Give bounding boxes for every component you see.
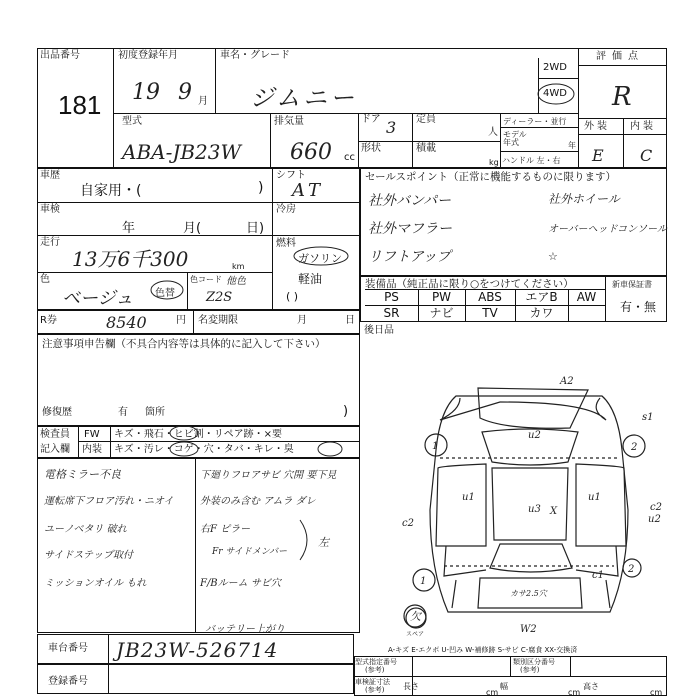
equip-sr: SR xyxy=(383,306,400,320)
int-value: C xyxy=(640,146,653,165)
circle-inspector-marks xyxy=(150,426,360,458)
wheel-num-1b: 1 xyxy=(420,576,427,587)
door-label: ドア xyxy=(361,114,381,125)
color-value: ベージュ xyxy=(62,288,134,309)
inspection-day-label: 日) xyxy=(246,221,265,236)
length-unit: cm xyxy=(486,688,499,697)
dealer-label: ディーラー・並行 xyxy=(503,117,567,126)
chassis-value: JB23W-526714 xyxy=(116,638,279,662)
aircon-label: 冷房 xyxy=(276,204,296,215)
divider xyxy=(215,48,216,113)
dims-label: 車検証寸法 xyxy=(355,678,390,686)
divider xyxy=(108,634,109,664)
divider xyxy=(500,151,578,152)
divider xyxy=(538,78,578,79)
deadline-label: 名変期限 xyxy=(198,315,238,326)
note-right-1: 下廻りフロアサビ 穴開 要下見 xyxy=(200,470,337,481)
mark-c2-left: c2 xyxy=(402,518,414,529)
model-label: 型式 xyxy=(122,116,142,127)
int-items-label: 内装 xyxy=(82,444,102,455)
displacement-label: 排気量 xyxy=(274,116,304,127)
fw-items: キズ・飛石・ヒビ割・リペア跡・×要 xyxy=(114,429,282,440)
color-label: 色 xyxy=(40,274,50,285)
mark-front-note: カサ2.5穴 xyxy=(510,589,547,598)
chassis-label: 車台番号 xyxy=(48,643,88,654)
recycle-label: R券 xyxy=(40,315,57,326)
note-left-5: ミッションオイル もれ xyxy=(44,578,147,589)
equipment-title: 装備品（純正品に限り○をつけてください） xyxy=(365,278,574,290)
handle-label: ハンドル 左・右 xyxy=(502,156,561,165)
shape-label: 形状 xyxy=(361,143,381,154)
divider xyxy=(110,426,111,458)
mark-a2-top: A2 xyxy=(560,376,574,387)
note-left-3: ユーノベタリ 破れ xyxy=(44,524,127,535)
repair-location: 箇所 xyxy=(145,407,165,418)
fw-label: FW xyxy=(84,429,100,440)
first-reg-label: 初度登録年月 xyxy=(118,50,178,61)
inspector-label: 検査員 xyxy=(40,429,70,440)
equip-abs: ABS xyxy=(478,290,502,304)
history-value: 自家用・( xyxy=(80,183,142,199)
sales-point-6-star: ☆ xyxy=(548,250,558,263)
divider xyxy=(605,276,606,322)
fuel-gasoline: ガソリン xyxy=(298,252,342,265)
width-unit: cm xyxy=(568,688,581,697)
circle-color-change xyxy=(150,280,184,300)
lot-number: 181 xyxy=(58,90,102,120)
first-reg-year: 19 xyxy=(132,80,160,105)
note-left-1: 電格ミラー不良 xyxy=(44,468,121,481)
model-year-unit: 年 xyxy=(568,141,576,150)
divider xyxy=(113,48,114,168)
color-code-note: 他色 xyxy=(226,276,246,287)
divider xyxy=(578,65,667,66)
sales-point-1: 社外バンパー xyxy=(368,193,452,209)
inspection-month-label: 月( xyxy=(183,221,202,236)
divider xyxy=(358,141,500,142)
divider xyxy=(193,310,194,334)
equip-tv: TV xyxy=(482,306,498,320)
note-right-6: バッテリー上がり xyxy=(205,624,285,635)
mark-s1: s1 xyxy=(642,412,654,423)
divider xyxy=(272,168,273,310)
divider xyxy=(113,113,578,114)
class-label: 類別区分番号 xyxy=(513,658,555,666)
mileage-label: 走行 xyxy=(40,237,60,248)
divider xyxy=(37,202,360,203)
equip-airbag: エアB xyxy=(525,290,558,304)
mark-u3: u3 xyxy=(528,504,541,515)
shift-value: AT xyxy=(292,180,325,201)
drive-2wd: 2WD xyxy=(543,62,567,73)
width-label: 幅 xyxy=(500,682,508,691)
notes-title: 注意事項申告欄（不具合内容等は具体的に記入して下さい） xyxy=(42,338,326,350)
divider xyxy=(500,113,501,168)
class-ref: (参考) xyxy=(520,666,540,674)
shift-label: シフト xyxy=(276,170,306,181)
mark-u2-top: u2 xyxy=(528,430,541,441)
rear-label: 後日品 xyxy=(364,325,394,336)
history-close: ) xyxy=(258,180,264,196)
type-label: 型式指定番号 xyxy=(355,658,397,666)
first-reg-month: 9 xyxy=(178,80,192,105)
warranty-label: 新車保証書 xyxy=(612,280,652,289)
name-label: 車名・グレード xyxy=(220,50,290,61)
capacity-unit: 人 xyxy=(488,127,498,138)
sales-point-3: 社外マフラー xyxy=(368,221,452,237)
fuel-diesel: 軽油 xyxy=(298,272,323,286)
equip-ps: PS xyxy=(384,290,399,304)
displacement-unit: cc xyxy=(344,152,355,163)
dims-ref: (参考) xyxy=(365,686,385,694)
recycle-value: 8540 xyxy=(106,313,147,332)
divider xyxy=(500,127,578,128)
mark-u1-right: u1 xyxy=(588,492,601,503)
repair-close: ) xyxy=(343,404,349,419)
mark-c1: c1 xyxy=(592,570,604,581)
mark-u2-right: u2 xyxy=(648,514,661,525)
registration-label: 登録番号 xyxy=(48,676,88,687)
bracket-label: 左 xyxy=(318,536,329,549)
repair-value: 有 xyxy=(118,407,128,418)
bracket-mark xyxy=(298,518,318,562)
divider xyxy=(623,118,624,168)
eval-label: 評価点 xyxy=(596,51,644,62)
mileage-unit: km xyxy=(232,262,245,271)
spare-label: スペア xyxy=(406,631,425,638)
fuel-other: ( ) xyxy=(286,290,299,303)
wheel-num-2: 2 xyxy=(631,442,638,453)
entry-label: 記入欄 xyxy=(40,444,70,455)
displacement-value: 660 xyxy=(290,140,332,165)
note-right-4: Fr サイドメンバー xyxy=(212,547,288,557)
divider xyxy=(270,113,271,168)
month-unit: 月 xyxy=(198,96,208,107)
wheel-num-2b: 2 xyxy=(628,564,635,575)
sales-point-4: オーバーヘッドコンソール xyxy=(548,224,667,235)
divider xyxy=(578,48,579,168)
divider xyxy=(354,676,667,677)
circle-gasoline-mark xyxy=(292,246,350,266)
warranty-value: 有・無 xyxy=(620,300,657,314)
car-name: ジムニー xyxy=(250,84,358,112)
sales-points-title: セールスポイント（正常に機能するものに限ります） xyxy=(365,171,617,183)
load-label: 積載 xyxy=(416,143,436,154)
ext-label: 外装 xyxy=(584,121,610,132)
spare-mark: 欠 xyxy=(410,610,421,623)
equip-aw: AW xyxy=(576,290,597,304)
inspection-label: 車検 xyxy=(40,204,60,215)
int-items: キズ・汚レ・コゲ・穴・タバ・キレ・臭 xyxy=(114,444,294,455)
divider xyxy=(108,664,109,694)
divider xyxy=(187,272,188,310)
divider xyxy=(570,656,571,676)
int-label: 内装 xyxy=(630,121,656,132)
divider xyxy=(412,141,413,168)
repair-label: 修復歴 xyxy=(42,407,72,418)
recycle-unit: 円 xyxy=(176,315,186,326)
wheel-num-1: 1 xyxy=(432,441,439,452)
color-change-note: 色替 xyxy=(155,288,175,299)
drive-4wd: 4WD xyxy=(543,88,567,99)
note-right-3: 右F ピラー xyxy=(200,524,251,535)
model-year-label: モデル年式 xyxy=(503,130,527,147)
fuel-label: 燃料 xyxy=(276,238,296,249)
note-right-5: F/Bルーム サビ穴 xyxy=(200,578,281,589)
height-unit: cm xyxy=(650,688,663,697)
divider xyxy=(195,458,196,633)
deadline-month: 月 xyxy=(297,315,307,326)
divider xyxy=(412,113,413,141)
diagram-legend: A-キズ E-エクボ U-凹み W-補修跡 S-サビ C-腐食 XX-交換済 xyxy=(388,646,578,654)
mileage-value: 13万6千300 xyxy=(72,247,189,271)
equip-navi: ナビ xyxy=(429,306,454,320)
lot-label: 出品番号 xyxy=(40,50,80,61)
height-label: 高さ xyxy=(583,682,599,691)
note-left-4: サイドステップ取付 xyxy=(44,550,133,561)
note-left-2: 運転席下フロア汚れ・ニオイ xyxy=(44,496,174,507)
length-label: 長さ xyxy=(403,682,419,691)
capacity-label: 定員 xyxy=(416,114,436,125)
color-code-label: 色コード xyxy=(190,275,222,284)
divider xyxy=(510,656,511,676)
equip-leather: カワ xyxy=(529,306,554,320)
history-label: 車歴 xyxy=(40,170,60,181)
type-ref: (参考) xyxy=(365,666,385,674)
color-code-value: Z2S xyxy=(206,290,233,305)
inspection-year-label: 年 xyxy=(122,221,136,236)
equip-pw: PW xyxy=(431,290,452,304)
divider xyxy=(78,426,79,458)
load-unit: kg xyxy=(489,158,499,167)
mark-cross: X xyxy=(550,506,558,517)
model-value: ABA-JB23W xyxy=(122,140,242,164)
mark-w2: W2 xyxy=(520,624,537,635)
ext-value: E xyxy=(592,146,604,165)
car-damage-diagram xyxy=(360,340,667,640)
mark-u1-left: u1 xyxy=(462,492,475,503)
sales-point-5: リフトアップ xyxy=(368,249,451,265)
divider xyxy=(37,235,360,236)
door-value: 3 xyxy=(386,118,397,137)
sales-point-2: 社外ホイール xyxy=(548,192,620,206)
note-right-2: 外装のみ含む アムラ ダレ xyxy=(200,496,316,507)
mark-c2-right: c2 xyxy=(650,502,662,513)
eval-value: R xyxy=(612,82,632,112)
circle-4wd-mark xyxy=(536,82,576,106)
deadline-day: 日 xyxy=(345,315,355,326)
